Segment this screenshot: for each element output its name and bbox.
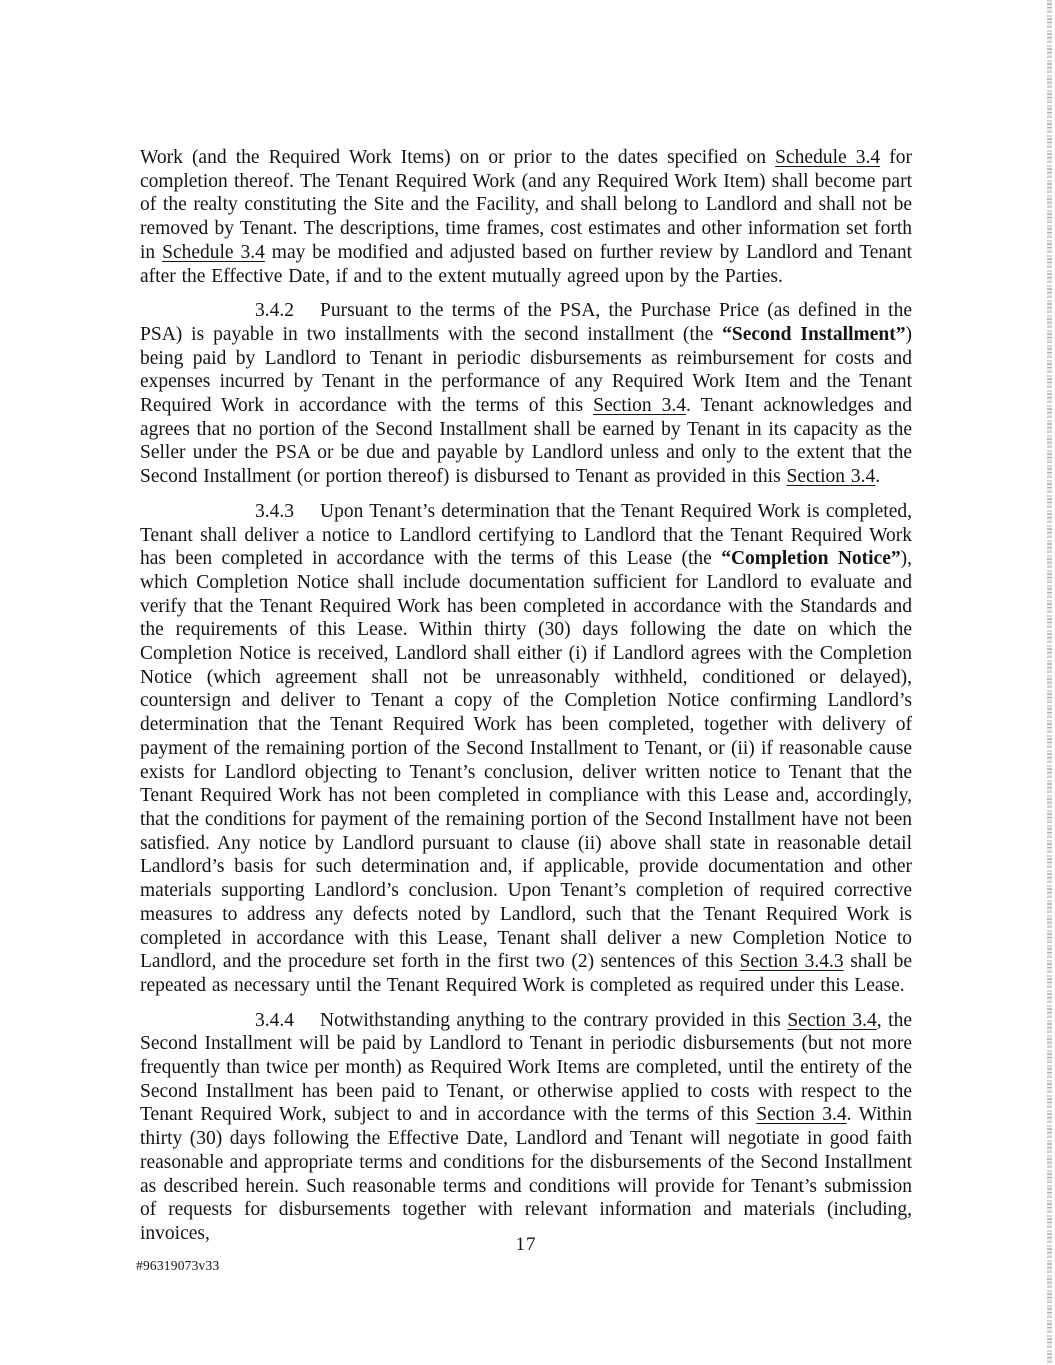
scan-edge-artifact <box>1047 0 1052 1365</box>
text-run: . Within thirty (30) days following the Effective Date, Landlord and Tenant will negotiate in good faith reasonable and appropriate terms and conditions for the disbursements of the Second Installment as described herein. Such reasonable terms and conditions will provide for Tenant’s submission of requests for disbursements together with relevant information and materials (including, invoices, <box>140 1104 913 1244</box>
section-reference: Section 3.4 <box>756 1104 847 1126</box>
section-paragraph-3.4.4 <box>140 1009 912 1246</box>
document-reference-number: #96319073v33 <box>136 1258 220 1273</box>
text-run: Upon Tenant’s determination that the Tenant Required Work is completed, Tenant shall deliver a notice to Landlord certifying to Landlord that the Tenant Required Work has been completed in accordance with the terms of this Lease (the <box>140 500 912 570</box>
section-reference: Section 3.4 <box>593 395 687 417</box>
section-reference: Schedule 3.4 <box>775 147 881 168</box>
text-run: ), which Completion Notice shall include documentation sufficient for Landlord to evaluate and verify that the Tenant Required Work has been completed in accordance with the Standards and the requirements of this Lease. Within thirty (30) days following the date on which the Completion Notice is received, Landlord shall either (i) if Landlord agrees with the Completion Notice (which agreement shall not be unreasonably withheld, conditioned or delayed), countersign and deliver to Tenant a copy of the Completion Notice confirming Landlord’s determination that the Tenant Required Work has been completed, together with delivery of payment of the remaining portion of the Second Installment to Tenant, or (ii) if reasonable cause exists for Landlord objecting to Tenant’s conclusion, deliver written notice to Tenant that the Tenant Required Work has not been completed in compliance with this Lease and, accordingly, that the conditions for payment of the remaining portion of the Second Installment have not been satisfied. Any notice by Landlord pursuant to clause (ii) above shall state in reasonable detail Landlord’s basis for such determination and, if applicable, provide documentation and other materials supporting Landlord’s conclusion. Upon Tenant’s completion of required corrective measures to address any defects noted by Landlord, such that the Tenant Required Work is completed in accordance with this Lease, Tenant shall deliver a new Completion Notice to Landlord, and the procedure set forth in the first two (2) sentences of this <box>140 548 912 973</box>
section-number: 3.4.2 <box>255 300 294 322</box>
defined-term: “Second Installment” <box>722 323 906 345</box>
continuation-paragraph <box>140 146 912 288</box>
text-run: Work (and the Required Work Items) on or prior to the dates specified on <box>140 147 776 168</box>
section-reference: Schedule 3.4 <box>162 241 265 263</box>
text-run: Notwithstanding anything to the contrary provided in this <box>320 1009 788 1031</box>
text-run: , the Second Installment will be paid by Landlord to Tenant in periodic disbursements (but not more frequently than twice per month) as Required Work Items are completed, until the entirety of the Second Installment has been paid to Tenant, or otherwise applied to costs with respect to the Tenant Required Work, subject to and in accordance with the terms of this <box>140 1009 912 1126</box>
section-reference: Section 3.4.3 <box>739 951 844 973</box>
page-number: 17 <box>515 1234 537 1255</box>
defined-term: “Completion Notice” <box>721 548 901 570</box>
document-body <box>140 146 912 1257</box>
text-run: . Tenant acknowledges and agrees that no portion of the Second Installment shall be earned by Tenant in its capacity as the Seller under the PSA or be due and payable by Landlord unless and only to the extent that the Second Installment (or portion thereof) is disbursed to Tenant as provided in this <box>140 395 912 488</box>
section-number: 3.4.3 <box>255 500 294 522</box>
section-number: 3.4.4 <box>255 1009 294 1031</box>
text-run: ) being paid by Landlord to Tenant in periodic disbursements as reimbursement for costs and expenses incurred by Tenant in the performance of any Required Work Item and the Tenant Required Work in accordance with the terms of this <box>140 323 912 417</box>
section-paragraph-3.4.3 <box>140 500 912 998</box>
section-paragraph-3.4.2 <box>140 299 912 489</box>
section-reference: Section 3.4 <box>787 1009 877 1031</box>
text-run: for completion thereof. The Tenant Required Work (and any Required Work Item) shall become part of the realty constituting the Site and the Facility, and shall belong to Landlord and shall not be removed by Tenant. The descriptions, time frames, cost estimates and other information set forth in <box>140 147 912 263</box>
text-run: shall be repeated as necessary until the Tenant Required Work is completed as required under this Lease. <box>140 951 913 996</box>
text-run: may be modified and adjusted based on further review by Landlord and Tenant after the Effective Date, if and to the extent mutually agreed upon by the Parties. <box>140 241 912 287</box>
text-run: Pursuant to the terms of the PSA, the Purchase Price (as defined in the PSA) is payable in two installments with the second installment (the <box>140 300 912 345</box>
text-run: . <box>875 466 881 488</box>
section-reference: Section 3.4 <box>786 466 876 488</box>
